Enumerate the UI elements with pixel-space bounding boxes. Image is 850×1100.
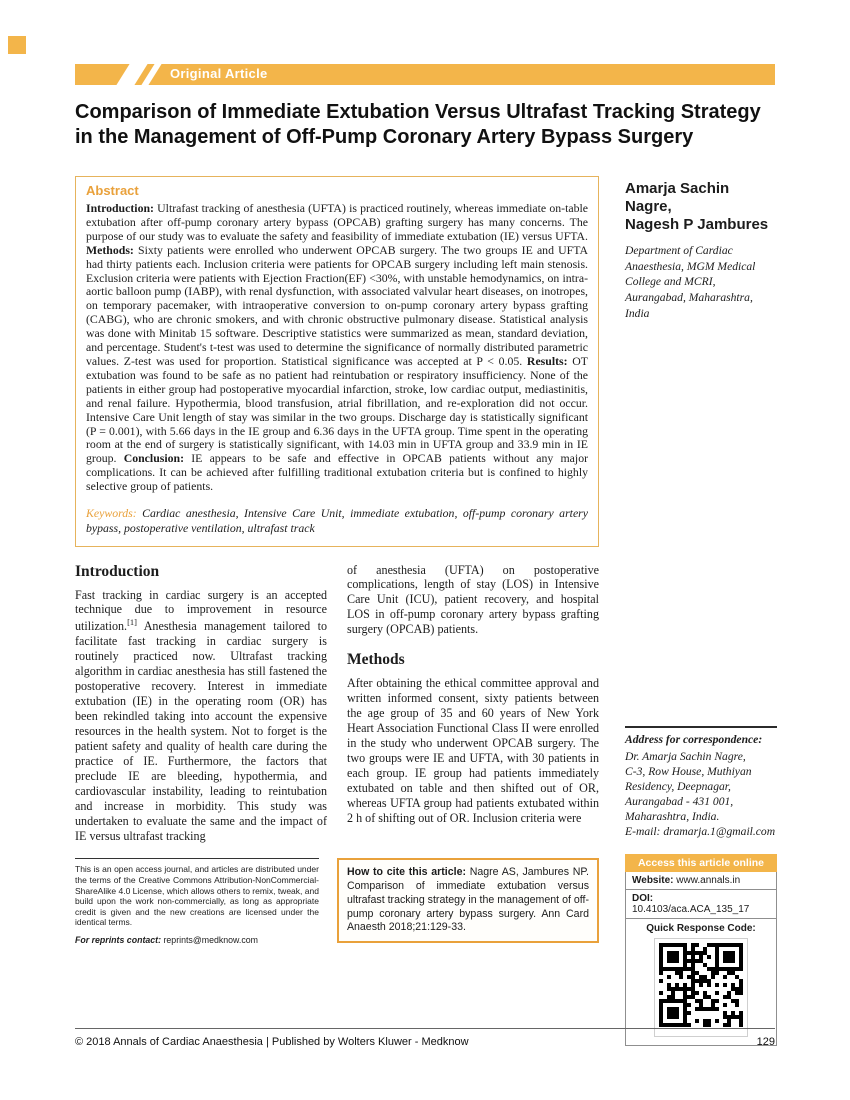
- correspondence-title: Address for correspondence:: [625, 733, 763, 746]
- corner-decoration: [8, 36, 26, 54]
- page-footer: [75, 1028, 775, 1048]
- access-article-online-box: [625, 854, 777, 1046]
- bottom-row: [75, 858, 599, 946]
- website-label: Website:: [632, 875, 674, 886]
- cite-label: How to cite this article:: [346, 866, 466, 879]
- abstract-introduction-text: Ultrafast tracking of anesthesia (UFTA) is practiced routinely, whereas immediate on-table extubation after off-pump coronary artery bypass (OPCAB) grafting surgery has many concerns. The purpose of our study was to evaluate the safety and feasibility of immediate extubation (IE) versus UFTA.: [86, 201, 588, 243]
- keywords-line: [86, 506, 588, 535]
- abstract-results-text: OT extubation was found to be safe as no patient had reintubation or respiratory insufficiency. None of the patients in either group had postoperative myocardial infarction, stroke, low cardiac output, mediastinitis, and renal failure. Hypothermia, blood transfusion, atrial fibrillation, and re-exploration did not occur. Intensive Care Unit length of stay was similar in the two groups. Discharge day is statistically significant (P = 0.001), with 5.66 days in the IE group and 6.36 days in the UFTA group. Time spent in the operating room at the end of surgery is statistically significant, with 14.03 min in UFTA group and 33.9 min in IE group.: [86, 353, 588, 466]
- methods-paragraph: After obtaining the ethical committee approval and written informed consent, sixty patients between the age group of 35 and 60 years of New York Heart Association Functional Class II were enrolled in the study who underwent OPCAB surgery. The two groups were IE and UFTA, with 30 patients in each group. IE group had patients immediately extubated on table and then shifted out of OR, whereas UFTA group had patients extubated within 2 h of shifting out of OR. Inclusion criteria were: [347, 676, 599, 826]
- reprints-email[interactable]: reprints@medknow.com: [163, 935, 258, 946]
- keywords-label: Keywords:: [86, 506, 137, 521]
- correspondence-email[interactable]: E-mail: dramarja.1@gmail.com: [625, 825, 776, 839]
- how-to-cite-box: [337, 858, 599, 943]
- license-text: This is an open access journal, and articles are distributed under the terms of the Creative Commons Attribution-NonCommercial-ShareAlike 4.0 License, which allows others to remix, tweak, and build upon the work non-commercially, as long as appropriate credit is given and the new creations are licensed under the identical terms.: [75, 864, 319, 928]
- abstract-methods-text: Sixty patients were enrolled who underwent OPCAB surgery. The two groups IE and UFTA had thirty patients each. Inclusion criteria were patients for OPCAB surgery including left main stenosis. Exclusion criteria were patients with Ejection Fraction(EF) <30%, with unstable hemodynamics, on intra-aortic balloon pump (IABP), with renal dysfunction, with associated valvular heart diseases, on inotropes, on temporary pacemaker, with intraoperative conversion to on-pump coronary artery bypass grafting (CABG), who are chronic smokers, and with chronic obstructive pulmonary disease. Statistical analysis was done with Minitab 15 software. Descriptive statistics were summarized as mean, standard deviation, and percentage. Student's t-test was used to determine the significance of normally distributed parametric values. Z-test was used for proportion. Statistical significance was accepted at P < 0.05.: [86, 242, 589, 368]
- abstract-box: [75, 176, 599, 547]
- introduction-text-continued: Anesthesia management tailored to facilitate fast tracking in cardiac surgery is routinely practiced now. Ultrafast tracking algorithm in cardiac anesthesia has still fastened the postoperative recovery. Interest in immediate extubation (IE) in the operating room (OR) has been rekindled taking into account the expensive resources in the health system. Not to forget is the patient safety and quality of health care during the practice of IE. Furthermore, the factors that preclude IE are bleeding, hypothermia, and cardiovascular instability, leading to reintubation and increase in morbidity. This study was undertaken to evaluate the same and the impact of IE versus ultrafast tracking: [75, 619, 327, 844]
- introduction-heading: Introduction: [75, 562, 160, 580]
- authors-block: [625, 180, 777, 321]
- doi-row: [626, 890, 776, 919]
- abstract-results-label: Results:: [526, 353, 568, 368]
- abstract-heading: Abstract: [86, 183, 139, 198]
- introduction-continuation: of anesthesia (UFTA) on postoperative complications, length of stay (LOS) in Intensive Care Unit (ICU), patient recovery, and hospital LOS in off-pump coronary artery bypass grafting surgery (OPCAB) patients.: [347, 562, 599, 637]
- website-url[interactable]: www.annals.in: [676, 875, 741, 886]
- correspondence-block: [625, 726, 777, 839]
- access-box-table: [625, 872, 777, 1046]
- article-title: Comparison of Immediate Extubation Versus Ultrafast Tracking Strategy in the Management of Off-Pump Coronary Artery Bypass Surgery: [75, 101, 761, 148]
- correspondence-line: Aurangabad - 431 001,: [625, 795, 734, 809]
- correspondence-line: C-3, Row House, Muthiyan Residency, Deepnagar,: [625, 765, 752, 794]
- abstract-conclusion-label: Conclusion:: [123, 451, 185, 466]
- body-column-left: [75, 563, 327, 845]
- author-name: Nagesh P Jambures: [625, 216, 769, 233]
- main-content: [75, 176, 599, 946]
- correspondence-line: Dr. Amarja Sachin Nagre,: [625, 750, 746, 764]
- article-type-banner: [75, 64, 775, 85]
- website-row: [626, 872, 776, 890]
- author-affiliation: Department of Cardiac Anaesthesia, MGM Medical College and MCRI, Aurangabad, Maharashtra, India: [625, 244, 756, 320]
- abstract-conclusion-text: IE appears to be safe and effective in OPCAB patients without any major complications. It can be achieved after fulfilling traditional extubation criteria but is confined to highly selective group of patients.: [86, 451, 589, 494]
- abstract-paragraph: [86, 202, 588, 494]
- doi-label: DOI:: [632, 893, 654, 904]
- open-access-license-note: [75, 858, 319, 946]
- abstract-methods-label: Methods:: [86, 242, 134, 257]
- copyright-text: © 2018 Annals of Cardiac Anaesthesia | Published by Wolters Kluwer - Medknow: [75, 1036, 469, 1048]
- keywords-text: Cardiac anesthesia, Intensive Care Unit, immediate extubation, off-pump coronary artery bypass, postoperative ventilation, ultrafast track: [86, 506, 589, 535]
- reprints-line: [75, 935, 319, 946]
- author-name: Amarja Sachin Nagre,: [625, 180, 730, 215]
- qr-section: [626, 919, 776, 1045]
- introduction-paragraph: [75, 588, 327, 845]
- cite-text: Nagre AS, Jambures NP. Comparison of immediate extubation versus ultrafast tracking strategy in the management of off-pump coronary artery bypass surgery. Ann Card Anaesth 2018;21:129-33.: [346, 866, 590, 934]
- reference-1: [1]: [127, 617, 137, 628]
- methods-heading: Methods: [347, 651, 405, 669]
- body-column-right: [347, 563, 599, 845]
- doi-value[interactable]: 10.4103/aca.ACA_135_17: [632, 904, 750, 915]
- introduction-text: Fast tracking in cardiac surgery is an accepted technique due to improvement in resource utilization.: [75, 587, 327, 634]
- correspondence-line: Maharashtra, India.: [625, 810, 720, 824]
- access-box-header: Access this article online: [625, 854, 777, 872]
- qr-code-image: [659, 943, 743, 1027]
- page-number: 129: [756, 1036, 775, 1048]
- article-type-label: Original Article: [170, 66, 268, 81]
- abstract-introduction-label: Introduction:: [86, 201, 154, 215]
- reprints-label: For reprints contact:: [75, 935, 162, 946]
- qr-code: [654, 938, 748, 1037]
- body-columns: [75, 563, 599, 845]
- qr-code-label: Quick Response Code:: [646, 923, 756, 934]
